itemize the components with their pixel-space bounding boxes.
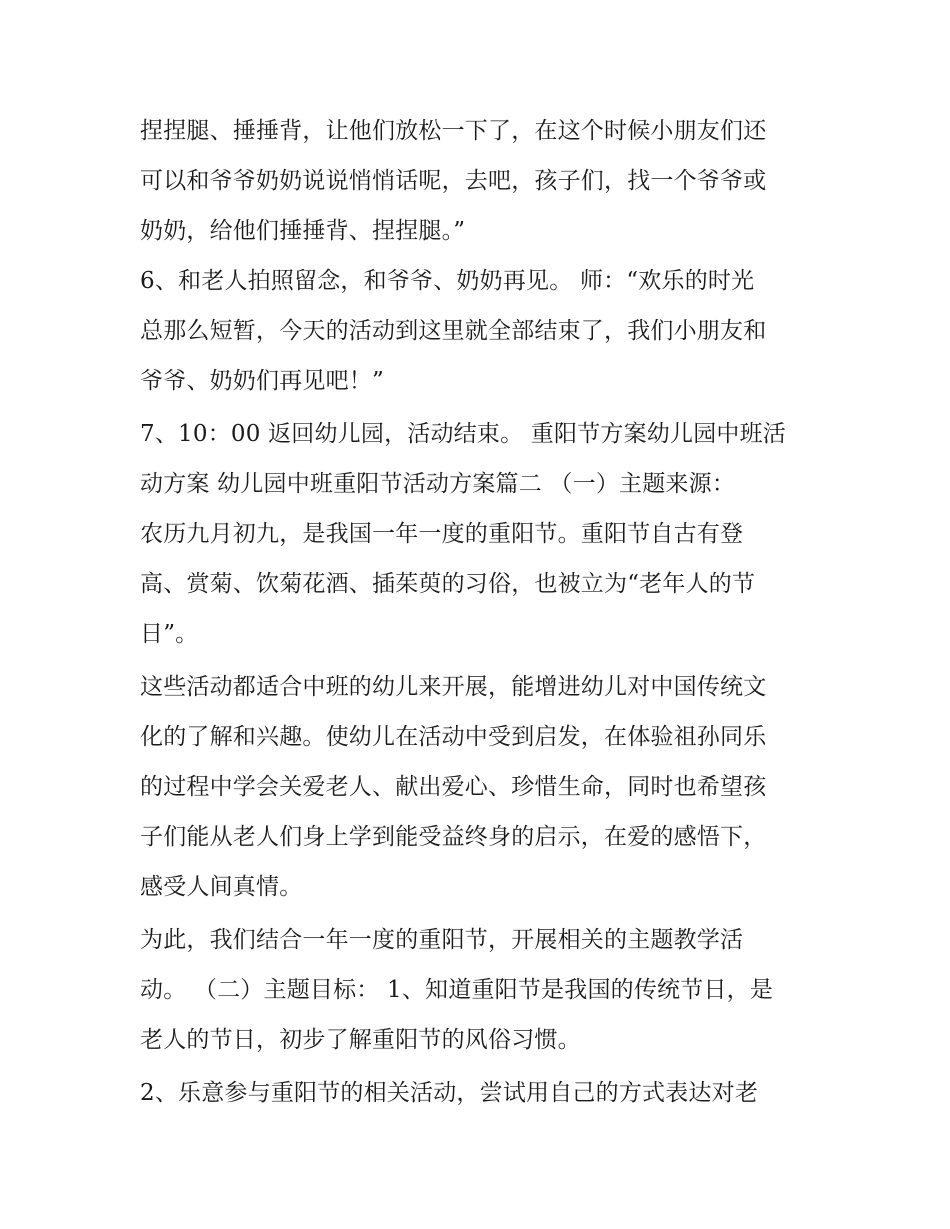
text-line: 7、10：00 返回幼儿园，活动结束。 重阳节方案幼儿园中班活 [140, 421, 786, 447]
text-line: 动方案 幼儿园中班重阳节活动方案篇二 （一）主题来源： [140, 471, 736, 497]
text-line: 奶奶，给他们捶捶背、捏捏腿。” [140, 218, 466, 244]
text-line: 爷爷、奶奶们再见吧！” [140, 368, 384, 394]
text-line: 子们能从老人们身上学到能受益终身的启示，在爱的感悟下， [140, 824, 767, 850]
text-line: 高、赏菊、饮菊花酒、插茱萸的习俗，也被立为“老年人的节 [140, 571, 756, 597]
text-line: 总那么短暂，今天的活动到这里就全部结束了，我们小朋友和 [140, 318, 767, 344]
text-line: 可以和爷爷奶奶说说悄悄话呢，去吧，孩子们，找一个爷爷或 [140, 168, 767, 194]
text-line: 日”。 [140, 621, 199, 647]
text-line: 为此，我们结合一年一度的重阳节，开展相关的主题教学活 [140, 927, 744, 953]
text-line: 农历九月初九，是我国一年一度的重阳节。重阳节自古有登 [140, 521, 744, 547]
text-line: 的过程中学会关爱老人、献出爱心、珍惜生命，同时也希望孩 [140, 774, 767, 800]
text-line: 2、乐意参与重阳节的相关活动，尝试用自己的方式表达对老 [140, 1080, 759, 1106]
text-line: 动。 （二）主题目标： 1、知道重阳节是我国的传统节日，是 [140, 977, 774, 1003]
text-line: 老人的节日，初步了解重阳节的风俗习惯。 [140, 1027, 581, 1053]
text-line: 捏捏腿、捶捶背，让他们放松一下了，在这个时候小朋友们还 [140, 118, 767, 144]
text-line: 这些活动都适合中班的幼儿来开展，能增进幼儿对中国传统文 [140, 674, 767, 700]
text-line: 化的了解和兴趣。使幼儿在活动中受到启发，在体验祖孙同乐 [140, 724, 767, 750]
text-line: 6、和老人拍照留念，和爷爷、奶奶再见。 师：“欢乐的时光 [140, 268, 755, 294]
text-line: 感受人间真情。 [140, 874, 303, 900]
